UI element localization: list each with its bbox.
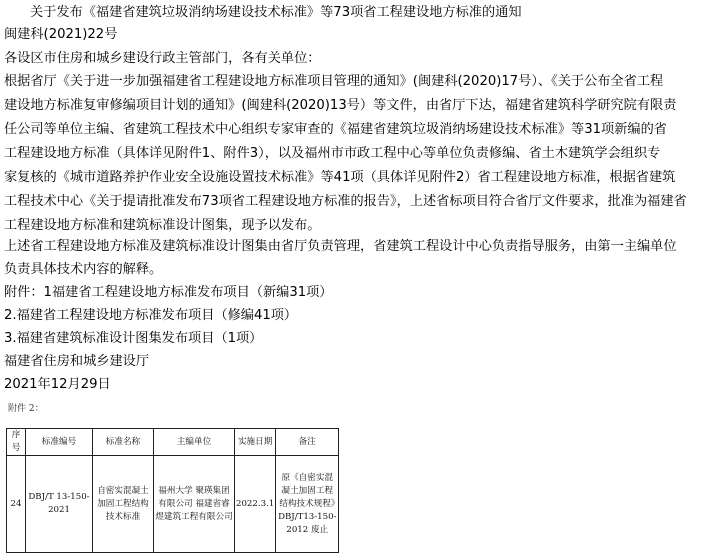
column-header: 实施日期 — [235, 429, 276, 456]
issuer: 福建省住房和城乡建设厅 — [4, 354, 150, 369]
body-line: 工程建设地方标准和建筑标准设计图集，现予以发布。 — [4, 218, 321, 233]
cell-code: DBJ/T 13-150-2021 — [26, 456, 93, 553]
doc-number: 闽建科(2021)22号 — [4, 27, 118, 42]
body-line: 家复核的《城市道路养护作业安全设施设置技术标准》等41项（具体详见附件2）省工程建设地方标准，根据省建筑 — [4, 170, 676, 185]
cell-editor: 福州大学 聚瑛集团有限公司 福建省睿煜建筑工程有限公司 — [154, 456, 235, 553]
column-header: 备注 — [276, 429, 339, 456]
annex-table-wrapper — [6, 428, 339, 553]
addressee: 各设区市住房和城乡建设行政主管部门，各有关单位： — [4, 51, 321, 66]
management-line: 上述省工程建设地方标准及建筑标准设计图集由省厅负责管理，省建筑工程设计中心负责指导服务，由第一主编单位 — [4, 239, 677, 254]
attachment-item: 附件：1福建省工程建设地方标准发布项目（新编31项） — [4, 285, 333, 300]
management-line: 负责具体技术内容的解释。 — [4, 262, 163, 277]
issue-date: 2021年12月29日 — [4, 377, 111, 392]
cell-no: 24 — [7, 456, 26, 553]
body-line: 任公司等单位主编、省建筑工程技术中心组织专家审查的《福建省建筑垃圾消纳场建设技术标准》等31项新编的省 — [4, 122, 667, 137]
body-line: 根据省厅《关于进一步加强福建省工程建设地方标准项目管理的通知》(闽建科(2020)17号）、《关于公布全省工程 — [4, 74, 664, 89]
column-header: 标准名称 — [93, 429, 154, 456]
annex-label: 附件 2： — [8, 404, 44, 414]
body-line: 工程技术中心《关于提请批准发布73项省工程建设地方标准的报告》，上述省标项目符合省厅文件要求，批准为福建省 — [4, 194, 687, 209]
column-header: 序号 — [7, 429, 26, 456]
notice-title: 关于发布《福建省建筑垃圾消纳场建设技术标准》等73项省工程建设地方标准的通知 — [30, 5, 522, 20]
attachment-item: 2.福建省工程建设地方标准发布项目（修编41项） — [4, 308, 298, 323]
column-header: 标准编号 — [26, 429, 93, 456]
column-header: 主编单位 — [154, 429, 235, 456]
cell-name: 自密实混凝土加固工程结构技术标准 — [93, 456, 154, 553]
annex-table — [6, 428, 339, 553]
body-line: 工程建设地方标准（具体详见附件1、附件3），以及福州市市政工程中心等单位负责修编、省土木建筑学会组织专 — [4, 146, 661, 161]
cell-date: 2022.3.1 — [235, 456, 276, 553]
body-line: 建设地方标准复审修编项目计划的通知》(闽建科(2020)13号）等文件，由省厅下达，福建省建筑科学研究院有限责 — [4, 98, 677, 113]
table-header-row — [7, 429, 339, 456]
attachment-item: 3.福建省建筑标准设计图集发布项目（1项） — [4, 331, 263, 346]
cell-remark: 原《自密实混凝土加固工程结构技术规程》DBJ/T13-150-2012 废止 — [276, 456, 339, 553]
table-row — [7, 456, 339, 553]
